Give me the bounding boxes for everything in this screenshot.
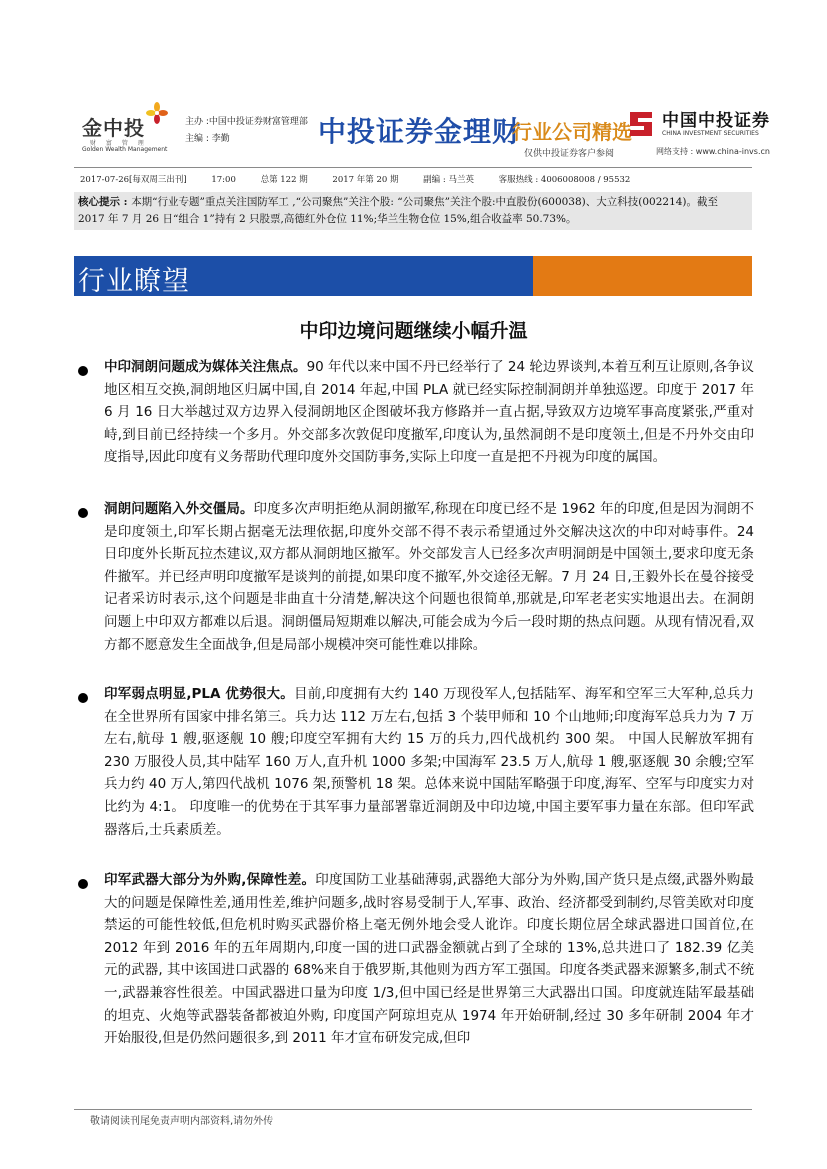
summary-text: 本期“行业专题”重点关注国防军工 ,“公司聚焦”关注个股: “公司聚焦”关注个股:中直股份(600038)、大立科技(002214)。截至 2017 年 7 月 26 日“组合 1”持有 2 只股票,高德红外仓位 11%;华兰生物仓位 15%,组合收益率 50.73%。 — [78, 196, 719, 225]
key-summary — [74, 192, 752, 230]
host-info — [185, 114, 308, 148]
paragraph-lead: 洞朗问题陷入外交僵局。 — [104, 501, 254, 517]
header-divider — [74, 167, 752, 168]
bullet-1 — [78, 366, 88, 376]
column-title: 行业公司精选 — [512, 120, 632, 144]
issue-date: 2017-07-26[每双周三出刊] — [80, 175, 187, 185]
issue-total: 总第 122 期 — [260, 175, 308, 185]
logo-text: 金中投 — [82, 116, 145, 140]
company-name-en: CHINA INVESTMENT SECURITIES — [662, 130, 759, 137]
issue-time: 17:00 — [211, 175, 236, 185]
column-subtitle: 仅供中投证券客户参阅 — [524, 149, 615, 159]
golden-wealth-logo — [82, 112, 182, 153]
paragraph-4 — [104, 869, 754, 1050]
company-name-cn: 中国中投证券 — [662, 111, 770, 131]
paragraph-lead: 印军弱点明显,PLA 优势很大。 — [104, 686, 295, 702]
paragraph-2 — [104, 498, 754, 656]
bullet-2 — [78, 508, 88, 518]
issue-info-row — [80, 173, 652, 185]
footer-note: 敬请阅读刊尾免责声明内部资料,请勿外传 — [90, 1116, 274, 1127]
logo-english: Golden Wealth Management — [82, 146, 168, 153]
footer-divider — [74, 1109, 752, 1110]
article-title: 中印边境问题继续小幅升温 — [299, 320, 528, 342]
host-line: 主办 :中国中投证券财富管理部 — [185, 117, 308, 127]
bullet-3 — [78, 693, 88, 703]
hotline: 客服热线 : 4006008008 / 95532 — [498, 175, 631, 185]
section-title: 行业瞭望 — [78, 266, 190, 297]
band-orange — [533, 256, 752, 296]
deputy-editor: 副编 : 马兰英 — [423, 175, 474, 185]
paragraph-text: 目前,印度拥有大约 140 万现役军人,包括陆军、海军和空军三大军种,总兵力在全世界所有国家中排名第三。兵力达 112 万左右,包括 3 个装甲师和 10 个山地师;印度海军总兵力为 7 万左右,航母 1 艘,驱逐舰 10 艘;印度空军拥有大约 15 万的兵力,四代战机约 300 架。 中国人民解放军拥有 230 万服役人员,其中陆军 160 万人,直升机 1000 多架;中国海军 23.5 万人,航母 1 艘,驱逐舰 30 余艘;空军兵力约 40 万人,第四代战机 1076 架,预警机 18 架。总体来说中国陆军略强于印度,海军、空军与印度实力对比约为 4:1。 印度唯一的优势在于其军事力量部署靠近洞朗及中印边境,中国主要军事力量在东部。但印军武器落后,士兵素质差。 — [104, 686, 754, 838]
summary-label: 核心提示 : — [78, 196, 132, 208]
paragraph-3 — [104, 683, 754, 841]
flower-logo-icon — [146, 102, 168, 124]
website-link[interactable]: 网络支持 : www.china-invs.cn — [656, 147, 770, 156]
paragraph-text: 印度多次声明拒绝从洞朗撤军,称现在印度已经不是 1962 年的印度,但是因为洞朗不是印度领土,印军长期占据毫无法理依据,印度外交部不得不表示希望通过外交解决这次的中印对峙事件。24 日印度外长斯瓦拉杰建议,双方都从洞朗地区撤军。外交部发言人已经多次声明洞朗是中国领土,要求印度无条件撤军。并已经声明印度撤军是谈判的前提,如果印度不撤军,外交途径无解。7 月 24 日,王毅外长在曼谷接受记者采访时表示,这个问题是非曲直十分清楚,解决这个问题也很简单,那就是,印军老老实实地退出去。在洞朗问题上中印双方都难以后退。洞朗僵局短期难以解决,可能会成为今后一段时期的热点问题。从现有情况看,双方都不愿意发生全面战争,但是局部小规模冲突可能性难以排除。 — [104, 501, 754, 653]
editor-line: 主编 : 李勤 — [185, 134, 230, 144]
cis-logo-icon — [626, 106, 660, 140]
logo-subtitle: 财 富 管 理 — [90, 140, 148, 147]
paragraph-text: 印度国防工业基础薄弱,武器绝大部分为外购,国产货只是点缀,武器外购最大的问题是保障性差,通用性差,维护问题多,战时容易受制于人,军事、政治、经济都受到制约,尽管美欧对印度禁运的可能性较低,但危机时购买武器价格上毫无例外地会受人讹诈。印度长期位居全球武器进口国首位,在 2012 年到 2016 年的五年周期内,印度一国的进口武器金额就占到了全球的 13%,总共进口了 182.39 亿美元的武器, 其中该国进口武器的 68%来自于俄罗斯,其他则为西方军工强国。印度各类武器来源繁多,制式不统一,武器兼容性很差。中国武器进口量为印度 1/3,但中国已经是世界第三大武器出口国。印度就连陆军最基础的坦克、火炮等武器装备都被迫外购, 印度国产阿琼坦克从 1974 年开始研制,经过 30 多年研制 2004 年才开始服役,但是仍然问题很多,到 2011 年才宣布研发完成,但印 — [104, 872, 754, 1047]
paragraph-lead: 印军武器大部分为外购,保障性差。 — [104, 872, 316, 888]
issue-year: 2017 年第 20 期 — [332, 175, 399, 185]
paragraph-text: 90 年代以来中国不丹已经举行了 24 轮边界谈判,本着互利互让原则,各争议地区相互交换,洞朗地区归属中国,自 2014 年起,中国 PLA 就已经实际控制洞朗并单独巡逻。印度于 2017 年 6 月 16 日大举越过双方边界入侵洞朗地区企图破坏我方修路并一直占据,导致双方边境军事高度紧张,严重对峙,到目前已经持续一个多月。外交部多次敦促印度撤军,印度认为,虽然洞朗不是印度领土,但是不丹外交由印度指导,因此印度有义务帮助代理印度外交国防事务,实际上印度一直是把不丹视为印度的属国。 — [104, 359, 755, 466]
paragraph-1 — [104, 356, 754, 469]
brand-title: 中投证券金理财 — [318, 115, 522, 148]
bullet-4 — [78, 879, 88, 889]
paragraph-lead: 中印洞朗问题成为媒体关注焦点。 — [104, 359, 307, 375]
section-band — [74, 256, 752, 296]
